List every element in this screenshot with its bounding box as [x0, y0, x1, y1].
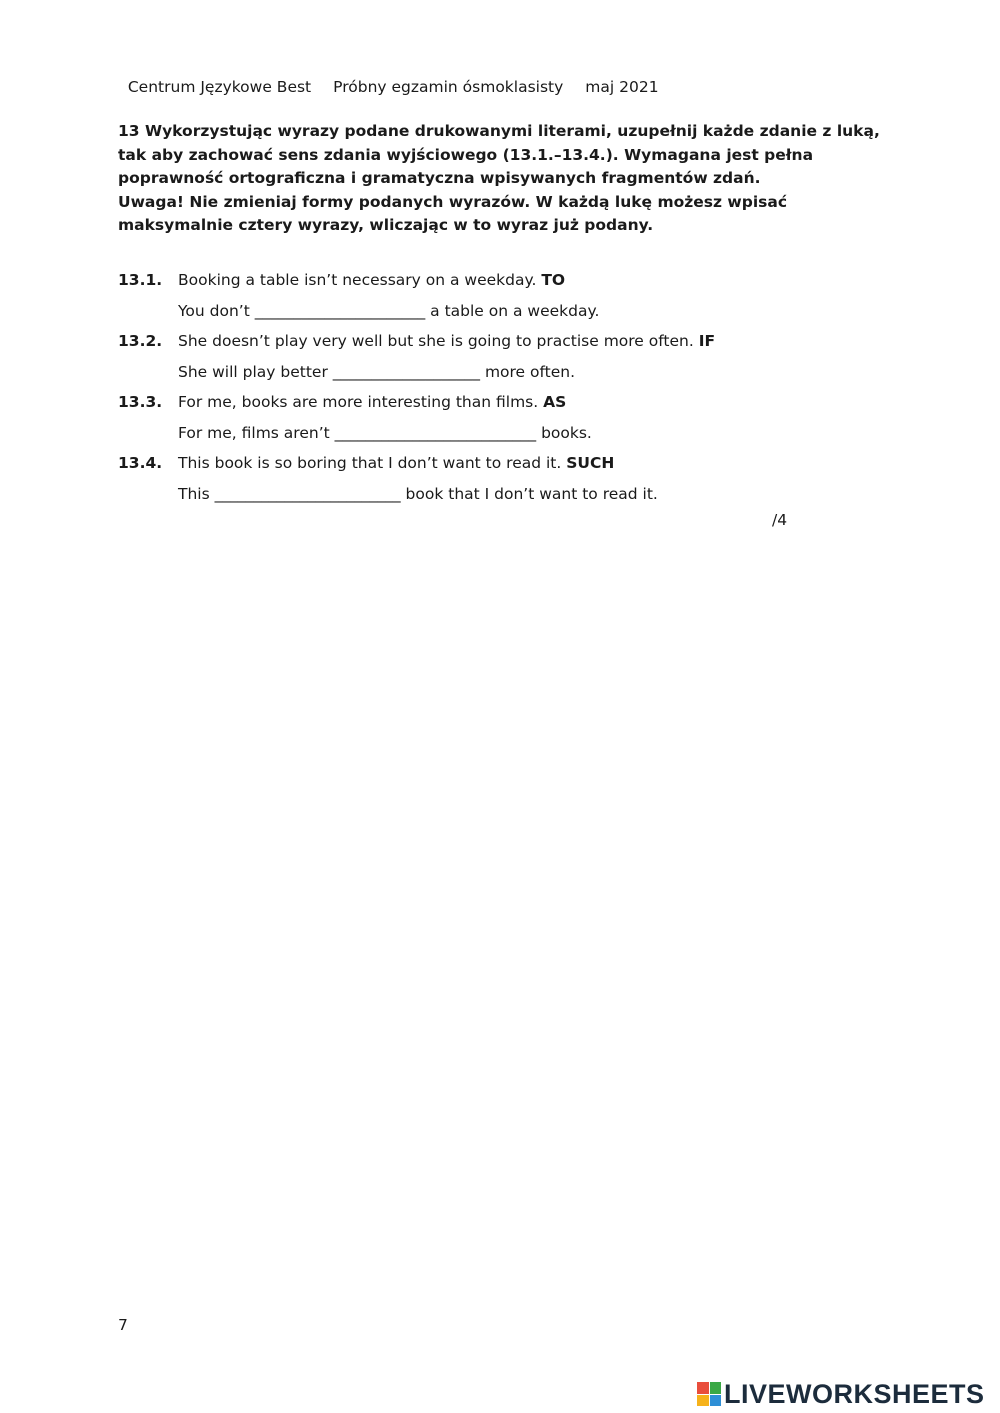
instruction-line: poprawność ortograficzna i gramatyczna wpisywanych fragmentów zdań. [118, 169, 761, 187]
page-header [118, 60, 681, 96]
header-institution: Centrum Językowe Best [127, 78, 312, 96]
header-exam: Próbny egzamin ósmoklasisty [333, 78, 564, 96]
instruction-line: maksymalnie cztery wyrazy, wliczając w to wyraz już podany. [118, 216, 654, 234]
task-instructions [118, 120, 878, 238]
answer-gap[interactable]: __________________________ [334, 423, 537, 442]
task-keyword: IF [698, 332, 716, 350]
answer-prefix: For me, films aren’t [178, 423, 335, 442]
answer-suffix: books. [536, 423, 592, 442]
task-number: 13.2. [118, 332, 163, 350]
task-answer-line [118, 418, 878, 449]
answer-prefix: You don’t [178, 301, 255, 320]
answer-prefix: She will play better [178, 362, 333, 381]
task-prompt [118, 326, 878, 357]
liveworksheets-brand [697, 1378, 985, 1410]
task-answer-line [118, 479, 878, 510]
score-total: /4 [772, 511, 788, 529]
task-prompt [118, 448, 878, 479]
task-number: 13.3. [118, 393, 163, 411]
instruction-line: tak aby zachować sens zdania wyjściowego (13.1.–13.4.). Wymagana jest pełna [118, 145, 814, 164]
answer-prefix: This [178, 484, 215, 503]
task-number: 13.1. [118, 271, 163, 289]
instruction-line: 13 Wykorzystując wyrazy podane drukowanymi literami, uzupełnij każde zdanie z luką, [118, 122, 880, 140]
header-date: maj 2021 [585, 78, 659, 96]
answer-suffix: more often. [480, 362, 576, 381]
instruction-line: Uwaga! Nie zmieniaj formy podanych wyrazów. W każdą lukę możesz wpisać [118, 192, 788, 211]
task-sentence: For me, books are more interesting than films. [178, 393, 539, 411]
task-keyword: TO [541, 271, 566, 289]
task-sentence: Booking a table isn’t necessary on a weekday. [178, 271, 537, 289]
answer-suffix: a table on a weekday. [425, 301, 600, 320]
brand-name: LIVEWORKSHEETS [724, 1378, 985, 1409]
answer-gap[interactable]: ___________________ [332, 362, 481, 381]
task-answer-line [118, 357, 878, 388]
task-prompt [118, 265, 878, 296]
task-list [118, 265, 878, 509]
answer-gap[interactable]: ________________________ [214, 484, 401, 503]
page-number: 7 [118, 1316, 128, 1334]
liveworksheets-logo-icon [697, 1382, 721, 1406]
task-answer-line [118, 296, 878, 327]
task-prompt [118, 387, 878, 418]
task-sentence: This book is so boring that I don’t want to read it. [178, 454, 567, 472]
task-sentence: She doesn’t play very well but she is going to practise more often. [178, 332, 694, 350]
answer-suffix: book that I don’t want to read it. [400, 484, 658, 503]
task-keyword: SUCH [566, 454, 615, 472]
task-number: 13.4. [118, 454, 163, 472]
task-keyword: AS [543, 393, 567, 411]
answer-gap[interactable]: ______________________ [254, 301, 426, 320]
